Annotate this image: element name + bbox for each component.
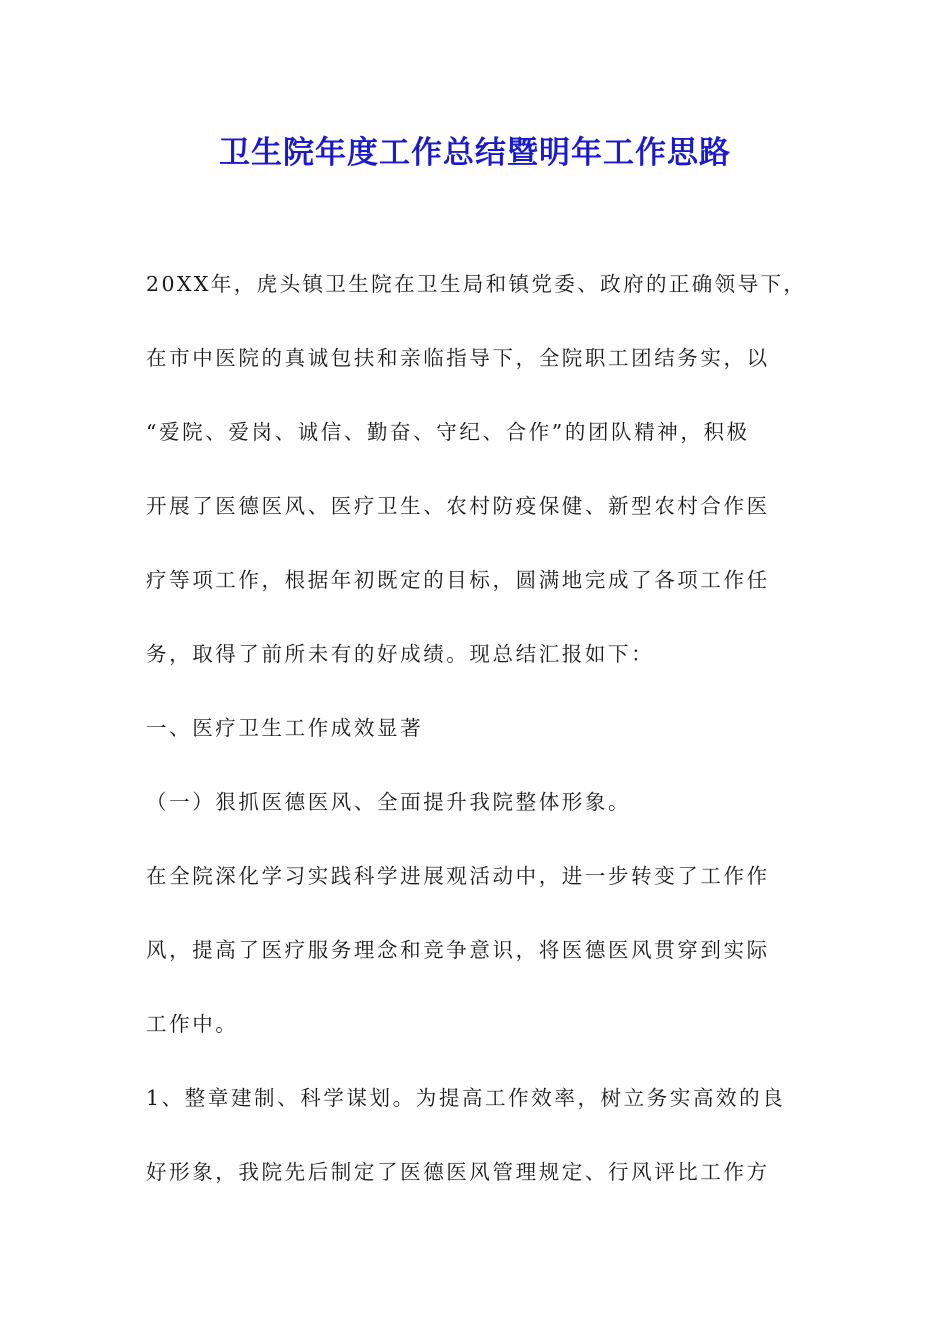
body-line: 在市中医院的真诚包扶和亲临指导下，全院职工团结务实，以	[146, 346, 770, 370]
subsection-heading: （一）狠抓医德医风、全面提升我院整体形象。	[146, 790, 632, 814]
body-line: “爱院、爱岗、诚信、勤奋、守纪、合作”的团队精神，积极	[146, 420, 750, 444]
document-body	[146, 266, 816, 1228]
body-line: 1、整章建制、科学谋划。为提高工作效率，树立务实高效的良	[146, 1086, 786, 1110]
section-heading: 一、医疗卫生工作成效显著	[146, 716, 424, 740]
body-line: 开展了医德医风、医疗卫生、农村防疫保健、新型农村合作医	[146, 494, 770, 518]
body-line: 疗等项工作，根据年初既定的目标，圆满地完成了各项工作任	[146, 568, 770, 592]
body-line: 风，提高了医疗服务理念和竞争意识，将医德医风贯穿到实际	[146, 938, 770, 962]
body-line: 好形象，我院先后制定了医德医风管理规定、行风评比工作方	[146, 1160, 770, 1184]
body-line: 务，取得了前所未有的好成绩。现总结汇报如下：	[146, 642, 655, 666]
body-line: 20XX年，虎头镇卫生院在卫生局和镇党委、政府的正确领导下，	[146, 272, 807, 296]
body-line: 工作中。	[146, 1012, 239, 1036]
body-line: 在全院深化学习实践科学进展观活动中，进一步转变了工作作	[146, 864, 770, 888]
document-title: 卫生院年度工作总结暨明年工作思路	[219, 135, 731, 171]
